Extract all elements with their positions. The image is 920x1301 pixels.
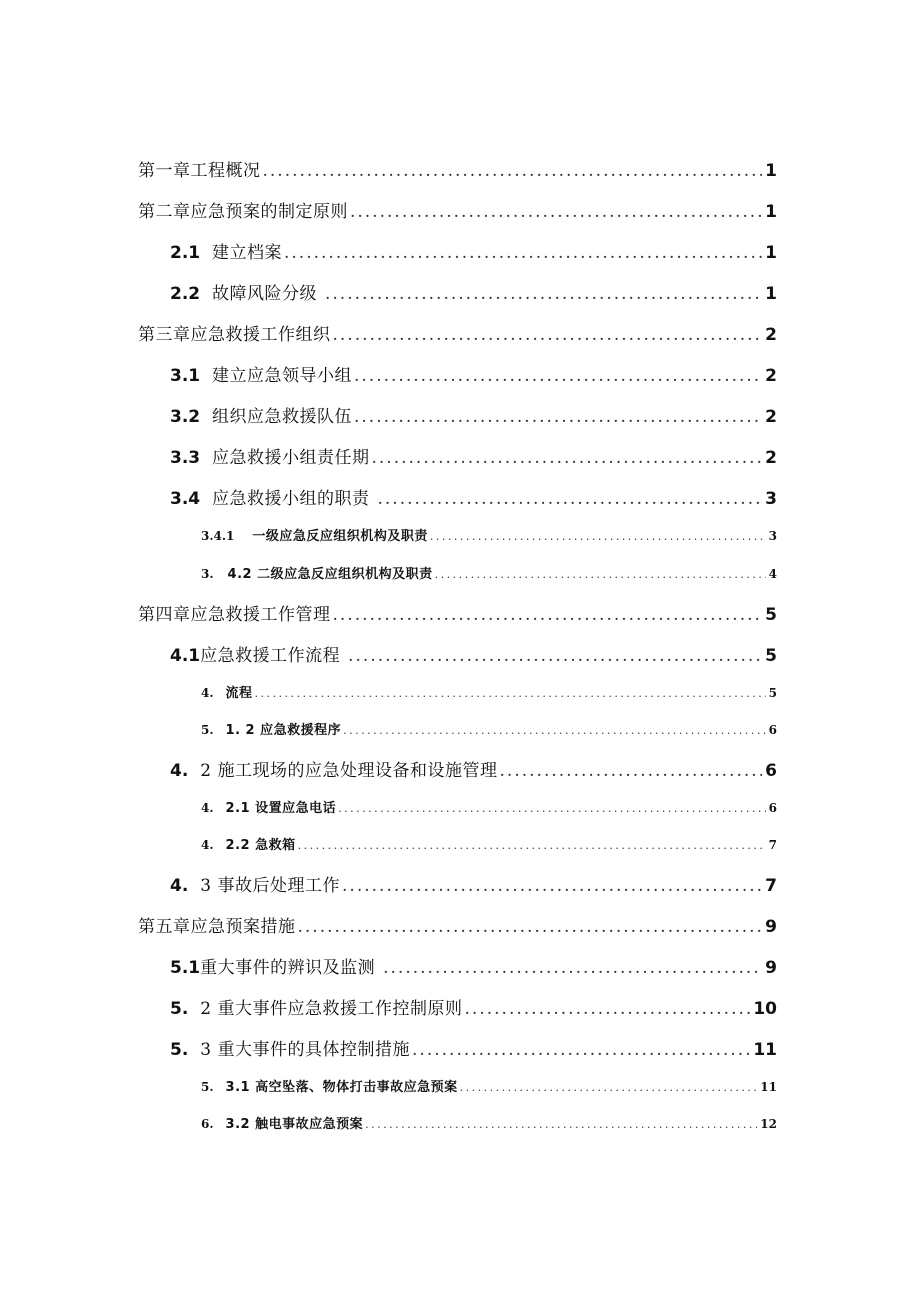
toc-entry-number: 2.1 <box>170 243 201 263</box>
dot-leader <box>333 605 763 625</box>
toc-entry-5-3-1[interactable] <box>201 1076 777 1095</box>
toc-entry-4-1-1[interactable] <box>201 682 777 701</box>
dot-leader <box>255 687 766 700</box>
toc-entry-number: 5. <box>201 1080 214 1094</box>
toc-entry-number: 2.2 <box>170 284 201 304</box>
toc-entry-number: 5. <box>201 723 214 737</box>
dot-leader <box>348 646 762 666</box>
dot-leader <box>378 489 763 509</box>
toc-entry-title: 应急救援小组的职责 <box>212 489 370 509</box>
toc-entry-title: 2.2 急救箱 <box>225 838 296 853</box>
toc-entry-title: 3.2 触电事故应急预案 <box>225 1117 364 1132</box>
toc-entry-2-2[interactable] <box>170 279 777 304</box>
toc-entry-4-1-2[interactable] <box>201 719 777 738</box>
toc-entry-4-1[interactable] <box>170 641 777 666</box>
toc-entry-4-2-2[interactable] <box>201 834 777 853</box>
toc-entry-title: 3 事故后处理工作 <box>200 876 341 896</box>
toc-entry-page: 10 <box>753 999 777 1019</box>
toc-entry-number: 3.3 <box>170 448 201 468</box>
toc-entry-3-1[interactable] <box>170 361 777 386</box>
toc-entry-title: 故障风险分级 <box>212 284 317 304</box>
toc-entry-3-3[interactable] <box>170 443 777 468</box>
toc-entry-title: 第五章应急预案措施 <box>138 917 296 937</box>
toc-entry-number: 4. <box>201 838 214 852</box>
toc-entry-title: 第二章应急预案的制定原则 <box>138 202 348 222</box>
toc-entry-page: 3 <box>768 529 777 543</box>
toc-entry-title: 2 重大事件应急救援工作控制原则 <box>200 999 463 1019</box>
toc-entry-number: 5.1 <box>170 958 201 978</box>
toc-entry-title: 组织应急救援队伍 <box>212 407 352 427</box>
toc-entry-number: 4. <box>201 801 214 815</box>
toc-entry-number: 5. <box>170 999 189 1019</box>
toc-entry-title: 1. 2 应急救援程序 <box>225 723 342 738</box>
dot-leader <box>365 1118 757 1131</box>
toc-entry-chapter-3[interactable] <box>138 320 777 345</box>
toc-entry-page: 1 <box>765 161 777 181</box>
toc-entry-number: 5. <box>170 1040 189 1060</box>
toc-entry-title: 第三章应急救援工作组织 <box>138 325 331 345</box>
toc-entry-3-4-2[interactable] <box>201 563 777 582</box>
toc-entry-4-2[interactable] <box>170 756 777 781</box>
toc-entry-3-4-1[interactable] <box>201 525 777 544</box>
dot-leader <box>354 407 762 427</box>
toc-entry-page: 1 <box>765 243 777 263</box>
toc-entry-5-1[interactable] <box>170 953 777 978</box>
toc-entry-title: 一级应急反应组织机构及职责 <box>252 529 428 544</box>
toc-entry-page: 7 <box>765 876 777 896</box>
toc-entry-page: 6 <box>765 761 777 781</box>
toc-entry-4-2-1[interactable] <box>201 797 777 816</box>
toc-entry-number: 3.1 <box>170 366 201 386</box>
dot-leader <box>435 568 766 581</box>
dot-leader <box>333 325 763 345</box>
toc-entry-chapter-4[interactable] <box>138 600 777 625</box>
dot-leader <box>325 284 762 304</box>
toc-entry-title: 2 施工现场的应急处理设备和设施管理 <box>200 761 498 781</box>
toc-entry-title: 4.2 二级应急反应组织机构及职责 <box>227 567 433 582</box>
toc-entry-number: 3.2 <box>170 407 201 427</box>
toc-entry-5-3[interactable] <box>170 1035 777 1060</box>
toc-entry-page: 1 <box>765 202 777 222</box>
dot-leader <box>412 1040 750 1060</box>
toc-entry-page: 2 <box>765 448 777 468</box>
toc-entry-title: 应急救援小组责任期 <box>212 448 370 468</box>
dot-leader <box>350 202 762 222</box>
toc-entry-title: 第一章工程概况 <box>138 161 261 181</box>
toc-entry-title: 第四章应急救援工作管理 <box>138 605 331 625</box>
toc-entry-number: 3.4 <box>170 489 201 509</box>
toc-entry-title: 重大事件的辨识及监测 <box>200 958 376 978</box>
dot-leader <box>383 958 762 978</box>
toc-entry-page: 2 <box>765 366 777 386</box>
toc-entry-page: 3 <box>765 489 777 509</box>
dot-leader <box>338 802 766 815</box>
toc-entry-number: 6. <box>201 1117 214 1131</box>
toc-entry-page: 11 <box>760 1080 777 1094</box>
toc-entry-page: 2 <box>765 407 777 427</box>
toc-entry-number: 3. <box>201 567 214 581</box>
dot-leader <box>500 761 763 781</box>
dot-leader <box>298 917 763 937</box>
toc-entry-5-2[interactable] <box>170 994 777 1019</box>
dot-leader <box>430 530 766 543</box>
toc-entry-number: 3.4.1 <box>201 529 235 543</box>
toc-entry-5-3-2[interactable] <box>201 1113 777 1132</box>
dot-leader <box>372 448 763 468</box>
toc-entry-title: 3 重大事件的具体控制措施 <box>200 1040 411 1060</box>
toc-entry-page: 6 <box>768 723 777 737</box>
toc-entry-page: 7 <box>768 838 777 852</box>
toc-entry-title: 3.1 高空坠落、物体打击事故应急预案 <box>225 1080 458 1095</box>
toc-entry-page: 5 <box>765 605 777 625</box>
toc-entry-number: 4. <box>201 686 214 700</box>
toc-entry-number: 4. <box>170 761 189 781</box>
dot-leader <box>465 999 751 1019</box>
toc-entry-title: 建立应急领导小组 <box>212 366 352 386</box>
dot-leader <box>460 1081 758 1094</box>
dot-leader <box>342 876 762 896</box>
toc-entry-2-1[interactable] <box>170 238 777 263</box>
toc-entry-page: 11 <box>753 1040 777 1060</box>
toc-entry-number: 4.1 <box>170 646 201 666</box>
toc-entry-title: 流程 <box>225 686 253 701</box>
toc-entry-3-2[interactable] <box>170 402 777 427</box>
toc-entry-title: 应急救援工作流程 <box>200 646 341 666</box>
toc-entry-page: 12 <box>760 1117 777 1131</box>
toc-entry-3-4[interactable] <box>170 484 777 509</box>
toc-entry-page: 2 <box>765 325 777 345</box>
dot-leader <box>298 839 766 852</box>
toc-entry-page: 5 <box>765 646 777 666</box>
toc-entry-page: 6 <box>768 801 777 815</box>
toc-entry-page: 9 <box>765 917 777 937</box>
dot-leader <box>354 366 762 386</box>
toc-entry-chapter-1[interactable] <box>138 156 777 181</box>
toc-entry-page: 4 <box>768 567 777 581</box>
dot-leader <box>343 724 766 737</box>
toc-entry-number: 4. <box>170 876 189 896</box>
dot-leader <box>263 161 763 181</box>
toc-entry-chapter-5[interactable] <box>138 912 777 937</box>
toc-entry-page: 9 <box>765 958 777 978</box>
toc-entry-page: 5 <box>768 686 777 700</box>
toc-entry-chapter-2[interactable] <box>138 197 777 222</box>
toc-entry-title: 建立档案 <box>212 243 282 263</box>
toc-entry-page: 1 <box>765 284 777 304</box>
toc-entry-4-3[interactable] <box>170 871 777 896</box>
toc-entry-title: 2.1 设置应急电话 <box>225 801 337 816</box>
dot-leader <box>284 243 762 263</box>
